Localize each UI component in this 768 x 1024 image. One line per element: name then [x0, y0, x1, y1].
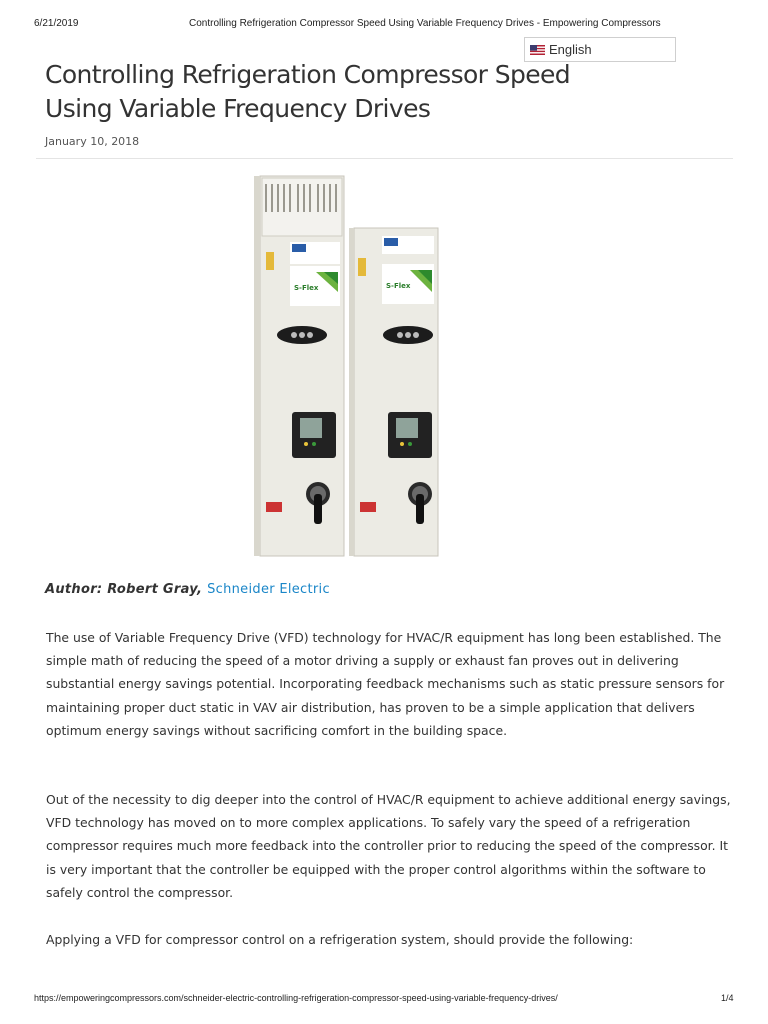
us-flag-icon: [530, 45, 545, 55]
print-url: https://empoweringcompressors.com/schneider-electric-controlling-refrigeration-compressor-speed-using-variable-frequency-drives/: [34, 993, 558, 1003]
article-title: Controlling Refrigeration Compressor Speed Using Variable Frequency Drives: [45, 60, 571, 123]
print-page-title: Controlling Refrigeration Compressor Speed Using Variable Frequency Drives - Empowering Compressors: [189, 18, 661, 29]
divider: [36, 158, 733, 159]
product-label-2: S-Flex: [386, 282, 411, 290]
author-company-link[interactable]: Schneider Electric: [207, 582, 330, 597]
author-label: Author: Robert Gray,: [45, 582, 203, 597]
article-paragraph-2: Out of the necessity to dig deeper into the control of HVAC/R equipment to achieve additional energy savings, VFD technology has moved on to more complex applications. To safely vary the speed of a refrigeration compressor requires much more feedback into the controller prior to reducing the speed of the compressor. It is very important that the controller be equipped with the proper control algorithms within the software to safely control the compressor.: [46, 792, 731, 900]
print-date: 6/21/2019: [34, 18, 79, 29]
language-label: English: [549, 42, 592, 57]
article-paragraph-3: Applying a VFD for compressor control on a refrigeration system, should provide the following:: [46, 932, 634, 947]
vfd-product-image: [250, 172, 450, 562]
author-line: [45, 582, 330, 597]
article-date: January 10, 2018: [45, 135, 140, 148]
article-paragraph-1: The use of Variable Frequency Drive (VFD) technology for HVAC/R equipment has long been established. The simple math of reducing the speed of a motor driving a supply or exhaust fan proves out in delivering substantial energy savings potential. Incorporating feedback mechanisms such as static pressure sensors for maintaining proper duct static in VAV air distribution, has proven to be a simple application that delivers optimum energy savings without sacrificing comfort in the building space.: [46, 630, 725, 738]
product-label: S-Flex: [294, 284, 319, 292]
print-page-number: 1/4: [721, 993, 734, 1003]
